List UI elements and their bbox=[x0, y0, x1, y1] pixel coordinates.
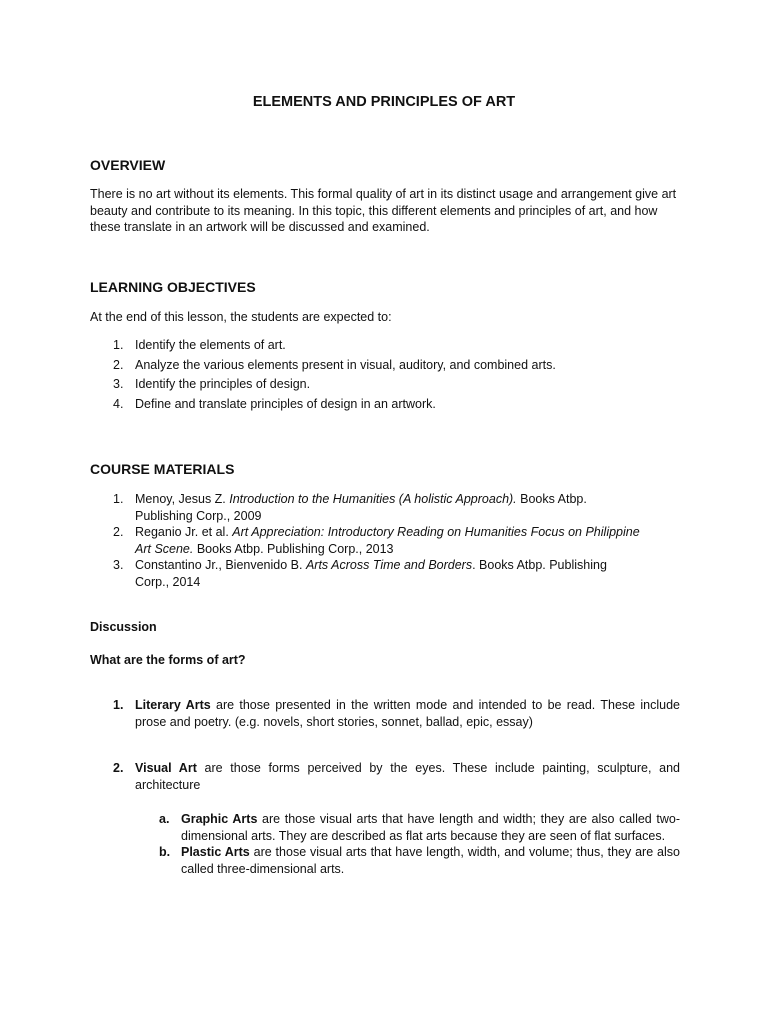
materials-heading: COURSE MATERIALS bbox=[90, 461, 235, 477]
citation-title: Arts Across Time and Borders bbox=[305, 558, 473, 572]
form-description: are those presented in the written mode and intended to be read. These include prose and poetry. (e.g. novels, short stories, sonnet, ballad, epic, essay) bbox=[135, 698, 680, 729]
list-item bbox=[113, 524, 643, 557]
list-text: Define and translate principles of design in an artwork. bbox=[135, 396, 436, 411]
list-letter: a. bbox=[159, 812, 170, 826]
form-description: are those forms perceived by the eyes. These include painting, sculpture, and architecture bbox=[135, 761, 680, 792]
list-item bbox=[159, 844, 680, 877]
list-number: 2. bbox=[113, 761, 124, 775]
materials-list bbox=[113, 491, 643, 590]
list-text: Identify the elements of art. bbox=[135, 338, 286, 352]
forms-list-2 bbox=[113, 760, 680, 793]
list-number: 4. bbox=[113, 396, 124, 411]
list-item bbox=[113, 557, 643, 590]
list-letter: b. bbox=[159, 845, 171, 859]
list-number: 3. bbox=[113, 558, 124, 572]
form-description: are those visual arts that have length, width, and volume; thus, they are also called three-dimensional arts. bbox=[181, 845, 680, 876]
citation-author: Menoy, Jesus Z. bbox=[135, 492, 230, 506]
citation-author: Constantino Jr., Bienvenido B. bbox=[135, 558, 306, 572]
list-number: 1. bbox=[113, 492, 124, 506]
list-text: Identify the principles of design. bbox=[135, 377, 311, 391]
list-text: Analyze the various elements present in visual, auditory, and combined arts. bbox=[135, 357, 556, 372]
objectives-list bbox=[113, 337, 556, 415]
objectives-heading: LEARNING OBJECTIVES bbox=[90, 279, 256, 295]
form-term: Literary Arts bbox=[135, 698, 211, 712]
citation-title: Introduction to the Humanities (A holistic Approach). bbox=[229, 492, 517, 506]
objectives-intro: At the end of this lesson, the students are expected to: bbox=[90, 310, 392, 324]
list-number: 3. bbox=[113, 377, 124, 391]
form-term: Plastic Arts bbox=[181, 845, 250, 859]
subforms-list bbox=[159, 811, 680, 877]
citation-publisher: . Books Atbp. Publishing Corp., 2014 bbox=[135, 558, 607, 589]
list-item bbox=[113, 760, 680, 793]
discussion-heading: Discussion bbox=[90, 620, 157, 634]
citation-title: Art Appreciation: Introductory Reading on Humanities Focus on Philippine Art Scene. bbox=[135, 525, 640, 556]
overview-heading: OVERVIEW bbox=[90, 157, 166, 173]
list-item bbox=[113, 491, 643, 524]
citation-author: Reganio Jr. et al. bbox=[135, 525, 233, 539]
list-number: 2. bbox=[113, 525, 124, 539]
overview-text: There is no art without its elements. This formal quality of art in its distinct usage and arrangement give art beauty and contribute to its meaning. In this topic, this different elements and principles of art, and how these translate in an artwork will be discussed and examined. bbox=[90, 187, 677, 234]
list-item bbox=[113, 396, 556, 413]
list-item bbox=[113, 376, 556, 393]
forms-list bbox=[113, 697, 680, 730]
list-item bbox=[159, 811, 680, 844]
discussion-question: What are the forms of art? bbox=[90, 653, 246, 667]
citation-publisher: Books Atbp. Publishing Corp., 2013 bbox=[193, 541, 394, 556]
form-description: are those visual arts that have length and width; they are also called two-dimensional arts. They are described as flat arts because they are seen of flat surfaces. bbox=[181, 812, 680, 843]
list-number: 1. bbox=[113, 338, 124, 352]
list-item bbox=[113, 337, 556, 354]
list-number: 2. bbox=[113, 357, 124, 372]
list-number: 1. bbox=[113, 698, 124, 712]
form-term: Visual Art bbox=[135, 761, 197, 775]
list-item bbox=[113, 697, 680, 730]
list-item bbox=[113, 357, 556, 374]
form-term: Graphic Arts bbox=[181, 812, 258, 826]
citation-publisher: Books Atbp. Publishing Corp., 2009 bbox=[135, 492, 587, 523]
document-title: ELEMENTS AND PRINCIPLES OF ART bbox=[252, 94, 516, 110]
